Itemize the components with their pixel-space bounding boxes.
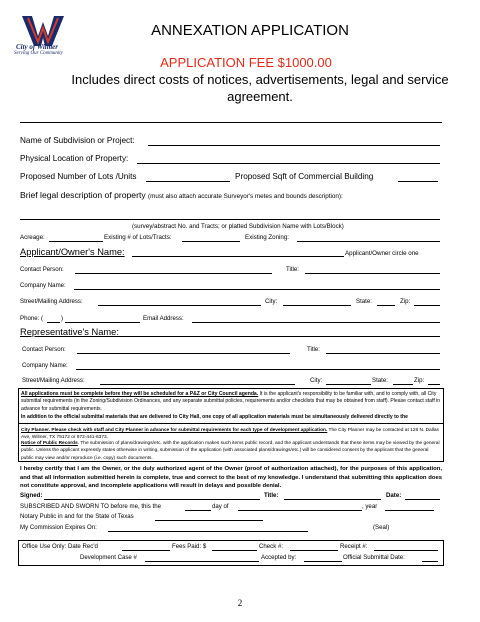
- office-dev-case-label: Development Case #: [80, 554, 137, 561]
- applicant-city-label: City:: [265, 298, 278, 305]
- logo-letter: W: [43, 38, 44, 39]
- applicant-phone-label: Phone: (: [20, 315, 44, 322]
- signer-title-label: Title:: [264, 492, 279, 499]
- year-label: , year: [362, 503, 378, 510]
- submittal-notice-box: [18, 388, 444, 462]
- rep-company-field[interactable]: [76, 369, 440, 370]
- sqft-field[interactable]: [398, 181, 438, 182]
- existing-lots-field[interactable]: [182, 241, 240, 242]
- applicant-company-label: Company Name:: [20, 282, 66, 289]
- notary-field[interactable]: [155, 520, 263, 521]
- certification-text: I hereby certify that I am the Owner, or the duly authorized agent of the Owner (proof of authorization attached), for the purposes of this application, and that all information submitted herein is complete, true and correct to the best of my knowledge. I understand that submitting this application does not constitute approval, and incomplete applications will result in delays and possible denial.: [20, 466, 442, 490]
- signature-field[interactable]: [44, 499, 260, 500]
- office-fees-field[interactable]: [212, 550, 257, 551]
- applicant-title-label: Title:: [286, 266, 299, 273]
- signed-label: Signed:: [20, 492, 43, 499]
- commission-label: My Commission Expires On:: [20, 524, 97, 531]
- office-accepted-label: Accepted by:: [261, 554, 297, 561]
- survey-note: (survey/abstract No. and Tracts; or platted Subdivision Name with Lots/Block): [132, 223, 344, 230]
- office-dev-case-field[interactable]: [145, 561, 259, 562]
- applicant-phone-paren: ): [61, 315, 64, 322]
- brief-description-label: Brief legal description of property (must also attach accurate Surveyor's metes and bounds description):: [20, 190, 343, 200]
- applicant-title-field[interactable]: [305, 273, 440, 274]
- existing-zoning-label: Existing Zoning:: [245, 234, 290, 241]
- subdivision-field[interactable]: [148, 145, 440, 146]
- applicant-email-label: Email Address:: [143, 315, 184, 322]
- rep-state-field[interactable]: [393, 384, 413, 385]
- applicant-email-field[interactable]: [192, 322, 440, 323]
- notice-city-planner: City Planner. Please check with staff and City Planner in advance for submittal requirements for each type of development application. The City Planner may be contacted at 128 N. Dallas Ave, Wilmer, TX 75172 or 972-441-6373.: [21, 428, 439, 441]
- rep-title-field[interactable]: [326, 353, 440, 354]
- commission-field[interactable]: [108, 531, 308, 532]
- office-receipt-label: Receipt #:: [340, 543, 368, 550]
- representative-name-field[interactable]: [118, 336, 440, 337]
- sworn-year-field[interactable]: [385, 510, 434, 511]
- header-divider: [20, 122, 442, 123]
- applicant-phone-field[interactable]: [65, 322, 140, 323]
- rep-street-field[interactable]: [100, 384, 295, 385]
- applicant-contact-label: Contact Person:: [20, 266, 64, 273]
- notice-requirements: All applications must be complete before they will be scheduled for a P&Z or City Council agenda. It is the applicant's responsibility to be familiar with, and to comply with, all City submittal requirements (in the Zoning/Subdivision Ordinances, and any separate submittal policies, requirements and/or checklists that may be obtained from staff). Please contact staff in advance for submittal requirements.: [21, 391, 441, 412]
- office-date-label: Office Use Only: Date Rec'd: [22, 543, 98, 550]
- sqft-label: Proposed Sqft of Commercial Building: [235, 172, 374, 181]
- existing-lots-label: Existing # of Lots/Tracts:: [104, 234, 172, 241]
- location-field[interactable]: [137, 163, 440, 164]
- applicant-zip-field[interactable]: [414, 305, 440, 306]
- rep-contact-field[interactable]: [77, 353, 290, 354]
- rep-company-label: Company Name:: [22, 362, 68, 369]
- rep-city-label: City:: [310, 377, 323, 384]
- applicant-name-field[interactable]: [132, 256, 344, 257]
- page-number: 2: [237, 598, 243, 608]
- sworn-month-field[interactable]: [238, 510, 362, 511]
- location-label: Physical Location of Property:: [20, 154, 129, 163]
- city-slogan: Serving Our Community: [14, 51, 63, 56]
- lots-field[interactable]: [146, 181, 230, 182]
- subdivision-label: Name of Subdivision or Project:: [20, 136, 135, 145]
- rep-title-label: Title:: [307, 346, 320, 353]
- office-check-field[interactable]: [290, 550, 338, 551]
- applicant-company-field[interactable]: [74, 289, 440, 290]
- applicant-zip-label: Zip:: [400, 298, 411, 305]
- rep-zip-label: Zip:: [414, 377, 425, 384]
- application-fee: APPLICATION FEE $1000.00: [160, 55, 332, 70]
- legal-description-field[interactable]: [20, 219, 440, 220]
- applicant-state-label: State:: [356, 298, 372, 305]
- existing-zoning-field[interactable]: [297, 241, 440, 242]
- seal-label: (Seal): [373, 524, 390, 531]
- acreage-label: Acreage:: [20, 234, 45, 241]
- signer-title-field[interactable]: [284, 499, 381, 500]
- rep-street-label: Street/Mailing Address:: [22, 377, 85, 384]
- acreage-field[interactable]: [49, 241, 103, 242]
- rep-contact-label: Contact Person:: [22, 346, 66, 353]
- city-name: City of Wilmer: [16, 43, 58, 51]
- fee-description: Includes direct costs of notices, advertisements, legal and service agreement.: [71, 72, 449, 104]
- applicant-phone-area-field[interactable]: [47, 322, 60, 323]
- office-official-field[interactable]: [422, 561, 438, 562]
- sign-date-label: Date:: [386, 492, 402, 499]
- notice-public-records: Notice of Public Records. The submission of plans/drawings/etc. with the application makes such items public record, and the applicant understands that these items may be viewed by the general public. Unless the applicant expressly states otherwise in writing, submission of the application (with associated plans/drawings/etc.) will be considered consent by the applicant that the general public may view and/or reproduce (i.e. copy) such documents.: [21, 441, 440, 461]
- notary-label: Notary Public in and for the State of Texas: [20, 513, 134, 520]
- applicant-street-field[interactable]: [98, 305, 261, 306]
- applicant-city-field[interactable]: [283, 305, 351, 306]
- applicant-circle-one: Applicant/Owner circle one: [345, 250, 419, 257]
- applicant-contact-field[interactable]: [75, 273, 272, 274]
- applicant-street-label: Street/Mailing Address:: [20, 298, 83, 305]
- rep-zip-field[interactable]: [428, 384, 440, 385]
- office-official-label: Official Submittal Date:: [343, 554, 405, 561]
- rep-state-label: State:: [372, 377, 388, 384]
- page-title: ANNEXATION APPLICATION: [151, 22, 349, 39]
- lots-label: Proposed Number of Lots /Units: [20, 172, 137, 181]
- day-of-label: day of: [212, 503, 229, 510]
- office-fees-label: Fees Paid: $: [172, 543, 207, 550]
- notice-divider: [19, 423, 443, 424]
- representative-heading: Representative's Name:: [20, 327, 119, 337]
- applicant-heading: Applicant/Owner's Name:: [20, 247, 125, 257]
- sign-date-field[interactable]: [405, 499, 440, 500]
- sworn-label: SUBSCRIBED AND SWORN TO before me, this the: [20, 503, 161, 510]
- rep-city-field[interactable]: [326, 384, 371, 385]
- notice-city-hall: In addition to the official submittal materials that are delivered to City Hall, one copy of all application materials must be simultaneously delivered directly to the: [21, 414, 408, 420]
- office-date-field[interactable]: [122, 550, 170, 551]
- office-receipt-field[interactable]: [374, 550, 438, 551]
- office-accepted-field[interactable]: [304, 561, 342, 562]
- sworn-day-field[interactable]: [185, 510, 211, 511]
- applicant-state-field[interactable]: [377, 305, 395, 306]
- office-check-label: Check #:: [259, 543, 284, 550]
